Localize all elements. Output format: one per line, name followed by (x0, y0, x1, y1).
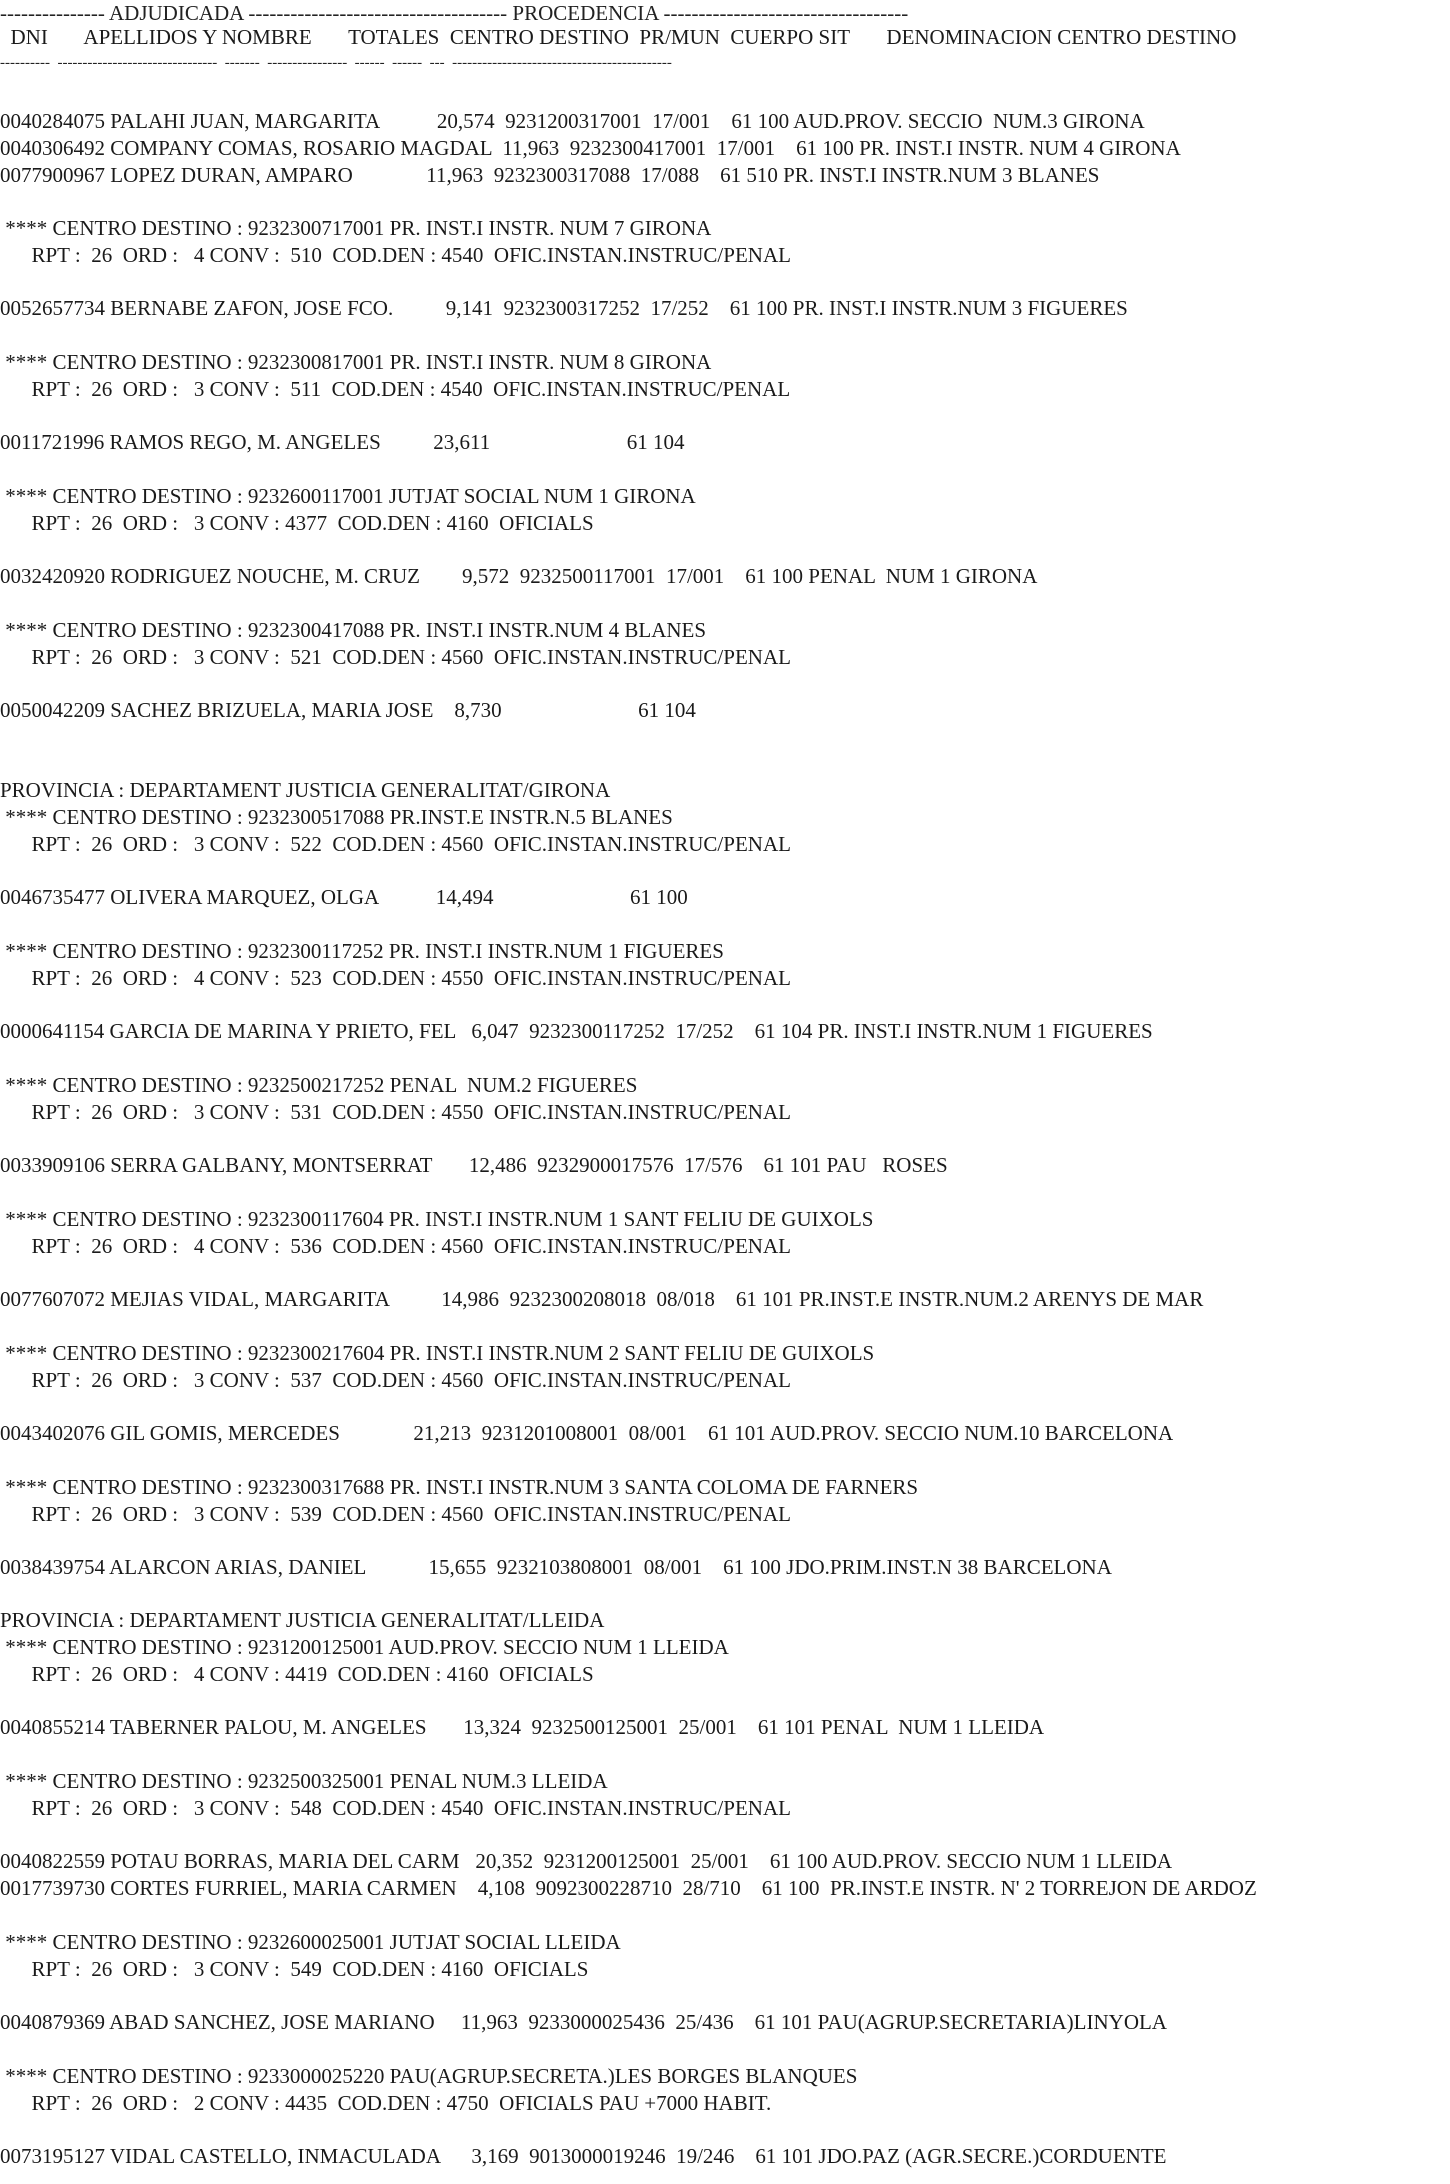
record-line: 0017739730 CORTES FURRIEL, MARIA CARMEN 4,108 9092300228710 28/710 61 100 PR.INST.E INSTR. N' 2 TORREJON DE ARDOZ (0, 1876, 1257, 1900)
record-line: 0032420920 RODRIGUEZ NOUCHE, M. CRUZ 9,572 9232500117001 17/001 61 100 PENAL NUM 1 GIRONA (0, 564, 1038, 588)
rpt-line: RPT : 26 ORD : 3 CONV : 549 COD.DEN : 4160 OFICIALS (0, 1957, 589, 1981)
centro-destino-line: **** CENTRO DESTINO : 9231200125001 AUD.PROV. SECCIO NUM 1 LLEIDA (0, 1635, 729, 1659)
record-line: 0052657734 BERNABE ZAFON, JOSE FCO. 9,141 9232300317252 17/252 61 100 PR. INST.I INSTR.NUM 3 FIGUERES (0, 296, 1128, 320)
record-line: 0073195127 VIDAL CASTELLO, INMACULADA 3,169 9013000019246 19/246 61 101 JDO.PAZ (AGR.SECRE.)CORDUENTE (0, 2144, 1167, 2168)
record-line: 0040284075 PALAHI JUAN, MARGARITA 20,574 9231200317001 17/001 61 100 AUD.PROV. SECCIO NUM.3 GIRONA (0, 109, 1145, 133)
column-headers: DNI APELLIDOS Y NOMBRE TOTALES CENTRO DESTINO PR/MUN CUERPO SIT DENOMINACION CENTRO DESTINO (0, 25, 1237, 49)
centro-destino-line: **** CENTRO DESTINO : 9232300817001 PR. INST.I INSTR. NUM 8 GIRONA (0, 350, 712, 374)
centro-destino-line: **** CENTRO DESTINO : 9232300317688 PR. INST.I INSTR.NUM 3 SANTA COLOMA DE FARNERS (0, 1475, 919, 1499)
provincia-line: PROVINCIA : DEPARTAMENT JUSTICIA GENERALITAT/LLEIDA (0, 1608, 605, 1632)
rpt-line: RPT : 26 ORD : 3 CONV : 548 COD.DEN : 4540 OFIC.INSTAN.INSTRUC/PENAL (0, 1796, 791, 1820)
rpt-line: RPT : 26 ORD : 3 CONV : 522 COD.DEN : 4560 OFIC.INSTAN.INSTRUC/PENAL (0, 832, 791, 856)
centro-destino-line: **** CENTRO DESTINO : 9232300717001 PR. INST.I INSTR. NUM 7 GIRONA (0, 216, 712, 240)
record-line: 0077607072 MEJIAS VIDAL, MARGARITA 14,986 9232300208018 08/018 61 101 PR.INST.E INSTR.NUM.2 ARENYS DE MAR (0, 1287, 1204, 1311)
record-line: 0040855214 TABERNER PALOU, M. ANGELES 13,324 9232500125001 25/001 61 101 PENAL NUM 1 LLEIDA (0, 1715, 1045, 1739)
rpt-line: RPT : 26 ORD : 3 CONV : 4377 COD.DEN : 4160 OFICIALS (0, 511, 594, 535)
rpt-line: RPT : 26 ORD : 4 CONV : 536 COD.DEN : 4560 OFIC.INSTAN.INSTRUC/PENAL (0, 1234, 791, 1258)
rpt-line: RPT : 26 ORD : 4 CONV : 510 COD.DEN : 4540 OFIC.INSTAN.INSTRUC/PENAL (0, 243, 791, 267)
rpt-line: RPT : 26 ORD : 3 CONV : 531 COD.DEN : 4550 OFIC.INSTAN.INSTRUC/PENAL (0, 1100, 791, 1124)
centro-destino-line: **** CENTRO DESTINO : 9232300517088 PR.INST.E INSTR.N.5 BLANES (0, 805, 673, 829)
centro-destino-line: **** CENTRO DESTINO : 9232300217604 PR. INST.I INSTR.NUM 2 SANT FELIU DE GUIXOLS (0, 1341, 875, 1365)
rpt-line: RPT : 26 ORD : 4 CONV : 523 COD.DEN : 4550 OFIC.INSTAN.INSTRUC/PENAL (0, 966, 791, 990)
centro-destino-line: **** CENTRO DESTINO : 9232600025001 JUTJAT SOCIAL LLEIDA (0, 1930, 621, 1954)
header-rule-bottom: ---------- -------------------------------- ------- ---------------- ------ ------ --- -------------------------------------------- (0, 55, 672, 71)
record-line: 0038439754 ALARCON ARIAS, DANIEL 15,655 9232103808001 08/001 61 100 JDO.PRIM.INST.N 38 BARCELONA (0, 1555, 1112, 1579)
record-line: 0043402076 GIL GOMIS, MERCEDES 21,213 9231201008001 08/001 61 101 AUD.PROV. SECCIO NUM.10 BARCELONA (0, 1421, 1174, 1445)
record-line: 0040306492 COMPANY COMAS, ROSARIO MAGDAL 11,963 9232300417001 17/001 61 100 PR. INST.I INSTR. NUM 4 GIRONA (0, 136, 1181, 160)
centro-destino-line: **** CENTRO DESTINO : 9232300117252 PR. INST.I INSTR.NUM 1 FIGUERES (0, 939, 724, 963)
rpt-line: RPT : 26 ORD : 3 CONV : 539 COD.DEN : 4560 OFIC.INSTAN.INSTRUC/PENAL (0, 1502, 791, 1526)
centro-destino-line: **** CENTRO DESTINO : 9232300417088 PR. INST.I INSTR.NUM 4 BLANES (0, 618, 707, 642)
record-line: 0040879369 ABAD SANCHEZ, JOSE MARIANO 11,963 9233000025436 25/436 61 101 PAU(AGRUP.SECRETARIA)LINYOLA (0, 2010, 1167, 2034)
header-rule-top: --------------- ADJUDICADA ------------------------------------- PROCEDENCIA ----------------------------------- (0, 1, 909, 25)
rpt-line: RPT : 26 ORD : 3 CONV : 537 COD.DEN : 4560 OFIC.INSTAN.INSTRUC/PENAL (0, 1368, 791, 1392)
provincia-line: PROVINCIA : DEPARTAMENT JUSTICIA GENERALITAT/GIRONA (0, 778, 611, 802)
rpt-line: RPT : 26 ORD : 2 CONV : 4435 COD.DEN : 4750 OFICIALS PAU +7000 HABIT. (0, 2091, 772, 2115)
centro-destino-line: **** CENTRO DESTINO : 9233000025220 PAU(AGRUP.SECRETA.)LES BORGES BLANQUES (0, 2064, 858, 2088)
centro-destino-line: **** CENTRO DESTINO : 9232600117001 JUTJAT SOCIAL NUM 1 GIRONA (0, 484, 696, 508)
centro-destino-line: **** CENTRO DESTINO : 9232500325001 PENAL NUM.3 LLEIDA (0, 1769, 608, 1793)
record-line: 0011721996 RAMOS REGO, M. ANGELES 23,611 61 104 (0, 430, 685, 454)
centro-destino-line: **** CENTRO DESTINO : 9232500217252 PENAL NUM.2 FIGUERES (0, 1073, 638, 1097)
rpt-line: RPT : 26 ORD : 3 CONV : 511 COD.DEN : 4540 OFIC.INSTAN.INSTRUC/PENAL (0, 377, 791, 401)
record-line: 0077900967 LOPEZ DURAN, AMPARO 11,963 9232300317088 17/088 61 510 PR. INST.I INSTR.NUM 3 BLANES (0, 163, 1100, 187)
record-line: 0033909106 SERRA GALBANY, MONTSERRAT 12,486 9232900017576 17/576 61 101 PAU ROSES (0, 1153, 948, 1177)
record-line: 0040822559 POTAU BORRAS, MARIA DEL CARM 20,352 9231200125001 25/001 61 100 AUD.PROV. SECCIO NUM 1 LLEIDA (0, 1849, 1173, 1873)
record-line: 0000641154 GARCIA DE MARINA Y PRIETO, FEL 6,047 9232300117252 17/252 61 104 PR. INST.I INSTR.NUM 1 FIGUERES (0, 1019, 1153, 1043)
rpt-line: RPT : 26 ORD : 4 CONV : 4419 COD.DEN : 4160 OFICIALS (0, 1662, 594, 1686)
record-line: 0046735477 OLIVERA MARQUEZ, OLGA 14,494 61 100 (0, 885, 688, 909)
centro-destino-line: **** CENTRO DESTINO : 9232300117604 PR. INST.I INSTR.NUM 1 SANT FELIU DE GUIXOLS (0, 1207, 874, 1231)
record-line: 0050042209 SACHEZ BRIZUELA, MARIA JOSE 8,730 61 104 (0, 698, 696, 722)
rpt-line: RPT : 26 ORD : 3 CONV : 521 COD.DEN : 4560 OFIC.INSTAN.INSTRUC/PENAL (0, 645, 791, 669)
